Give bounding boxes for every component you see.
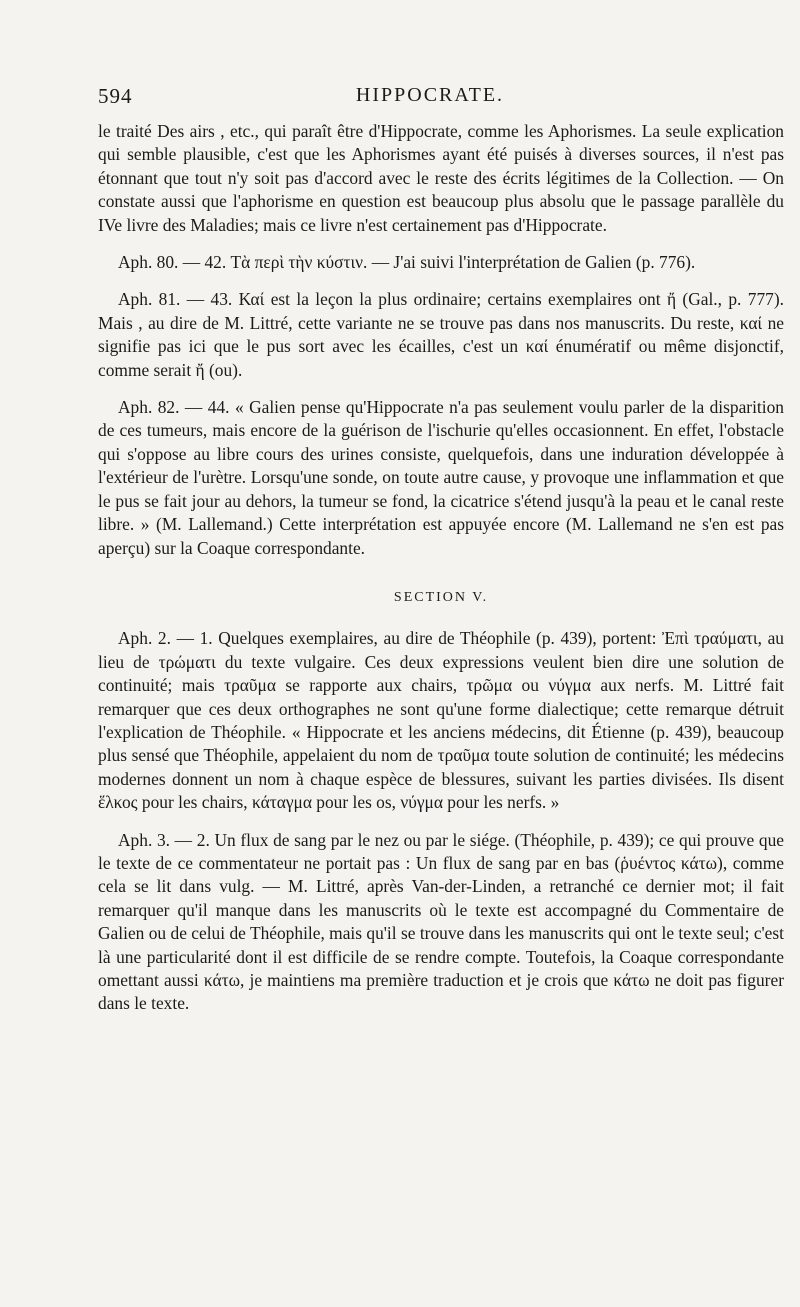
body-text: [98, 120, 784, 1016]
page-number: 594: [98, 84, 133, 108]
section-heading: SECTION V.: [393, 589, 489, 605]
running-title: HIPPOCRATE.: [355, 84, 505, 106]
note-aph-80: Aph. 80. — 42. Τὰ περὶ τὴν κύστιν. — J'ai suivi l'interprétation de Galien (p. 776).: [118, 252, 696, 273]
note-section-v-aph-3: Aph. 3. — 2. Un flux de sang par le nez ou par le siége. (Théophile, p. 439); ce qui prouve que le texte de ce commentateur ne portait pas : Un flux de sang par en bas (ῥυέντος κάτω), comme cela se lit dans vulg. — M. Littré, après Van-der-Linden, a retranché ce dernier mot; il fait remarquer qu'il manque dans les manuscrits où le texte est accompagné du Commentaire de Galien ou de celui de Théophile, mais qu'il se trouve dans les manuscrits qui ont le texte seul; c'est là une particularité dont il est difficile de se rendre compte. Toutefois, la Coaque correspondante omettant aussi κάτω, je maintiens ma première traduction et je crois que κάτω ne doit pas figurer dans le texte.: [98, 829, 784, 1014]
note-aph-82: Aph. 82. — 44. « Galien pense qu'Hippocrate n'a pas seulement voulu parler de la disparition de ces tumeurs, mais encore de la guérison de l'ischurie qu'elles occasionnent. En effet, l'obstacle qui s'oppose au libre cours des urines consiste, quelquefois, dans une induration développée à l'extérieur de l'urètre. Lorsqu'une sonde, on toute autre cause, y provoque une inflammation et que le pus se fait jour au dehors, la tumeur se fond, la cicatrice s'étend jusqu'à la peau et le canal reste libre. » (M. Lallemand.) Cette interprétation est appuyée encore (M. Lallemand ne s'en est pas aperçu) sur la Coaque correspondante.: [98, 397, 784, 558]
note-aph-81: Aph. 81. — 43. Καί est la leçon la plus ordinaire; certains exemplaires ont ἤ (Gal., p. 777). Mais , au dire de M. Littré, cette variante ne se trouve pas dans nos manuscrits. Du reste, καί ne signifie pas ici que le pus sort avec les écailles, c'est un καί énumératif ou même disjonctif, comme serait ἤ (ou).: [98, 289, 784, 380]
running-head: [98, 84, 762, 110]
paragraph-continuation: le traité Des airs , etc., qui paraît être d'Hippocrate, comme les Aphorismes. La seule explication qui semble plausible, c'est que les Aphorismes ayant été puisés à diverses sources, il n'est pas étonnant que tout n'y soit pas d'accord avec le reste des écrits légitimes de la Collection. — On constate aussi que l'aphorisme en question est beaucoup plus absolu que le passage parallèle du IVe livre des Maladies; mais ce livre n'est certainement pas d'Hippocrate.: [98, 121, 784, 235]
note-section-v-aph-2: Aph. 2. — 1. Quelques exemplaires, au dire de Théophile (p. 439), portent: Ἐπὶ τραύματι, au lieu de τρώματι du texte vulgaire. Ces deux expressions veulent bien dire une solution de continuité; mais τραῦμα se rapporte aux chairs, τρῶμα ou νύγμα aux nerfs. M. Littré fait remarquer que ces deux orthographes ne sont qu'une forme dialectique; cette remarque détruit l'explication de Théophile. « Hippocrate et les anciens médecins, dit Étienne (p. 439), beaucoup plus sensé que Théophile, appelaient du nom de τραῦμα toute solution de continuité; les médecins modernes donnent un nom à chaque espèce de blessures, suivant les parties divisées. Ils disent ἕλκος pour les chairs, κάταγμα pour les os, νύγμα pour les nerfs. »: [98, 628, 784, 813]
